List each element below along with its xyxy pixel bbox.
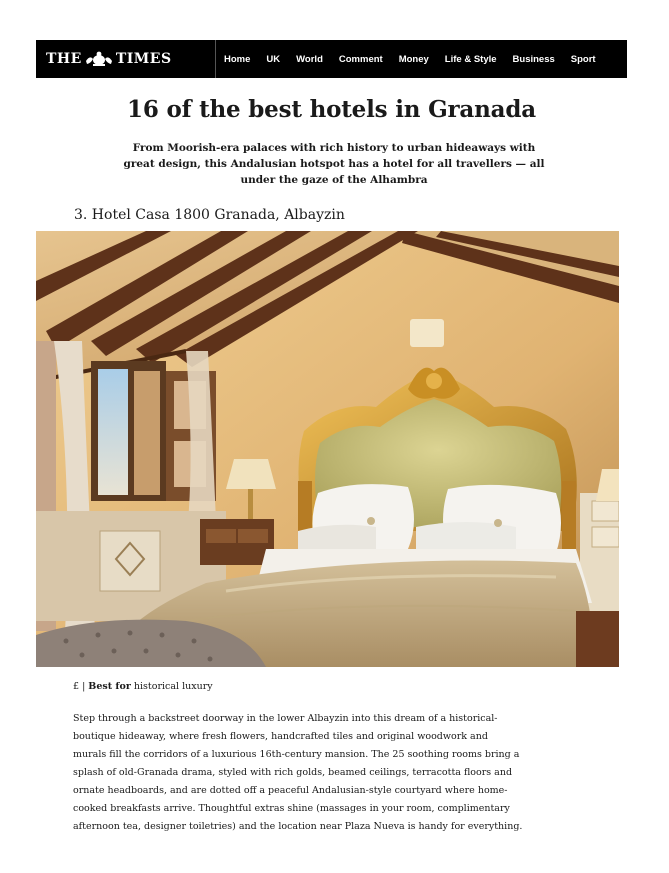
nav-comment[interactable]: Comment	[338, 53, 383, 65]
nav-world[interactable]: World	[296, 53, 323, 65]
article-headline: 16 of the best hotels in Granada	[127, 96, 536, 123]
nav-life-style[interactable]: Life & Style	[444, 53, 497, 65]
hotel-heading: 3. Hotel Casa 1800 Granada, Albayzin	[74, 207, 345, 223]
price-indicator: £ |	[73, 681, 86, 692]
hotel-room-photo	[36, 231, 619, 667]
nav-home[interactable]: Home	[224, 53, 251, 65]
best-for-value: historical luxury	[133, 681, 213, 692]
nav-uk[interactable]: UK	[266, 53, 281, 65]
main-nav	[216, 40, 596, 78]
nav-money[interactable]: Money	[398, 53, 429, 65]
times-logo[interactable]	[36, 40, 216, 78]
logo-word-times: TIMES	[115, 51, 172, 67]
crest-icon	[84, 51, 114, 67]
best-for-label: Best for	[88, 681, 131, 692]
article-standfirst: From Moorish-era palaces with rich history to urban hideaways with great design, this Andalusian hotspot has a hotel for all travellers — all under the gaze of the Alhambra	[123, 142, 545, 186]
nav-sport[interactable]: Sport	[570, 53, 596, 65]
nav-business[interactable]: Business	[512, 53, 555, 65]
best-for-line	[73, 681, 213, 692]
logo-word-the: THE	[46, 51, 82, 67]
hotel-room-illustration	[36, 231, 619, 667]
hotel-description: Step through a backstreet doorway in the lower Albayzin into this dream of a historical-boutique hideaway, where fresh flowers, handcrafted tiles and original woodwork and murals fill the corridors of a luxurious 16th-century mansion. The 25 soothing rooms bring a splash of old-Granada drama, styled with rich golds, beamed ceilings, terracotta floors and ornate headboards, and are dotted off a peaceful Andalusian-style courtyard where home-cooked breakfasts arrive. Thoughtful extras shine (massages in your room, complimentary afternoon tea, designer toiletries) and the location near Plaza Nueva is handy for everything.	[73, 713, 523, 832]
masthead	[36, 40, 627, 78]
